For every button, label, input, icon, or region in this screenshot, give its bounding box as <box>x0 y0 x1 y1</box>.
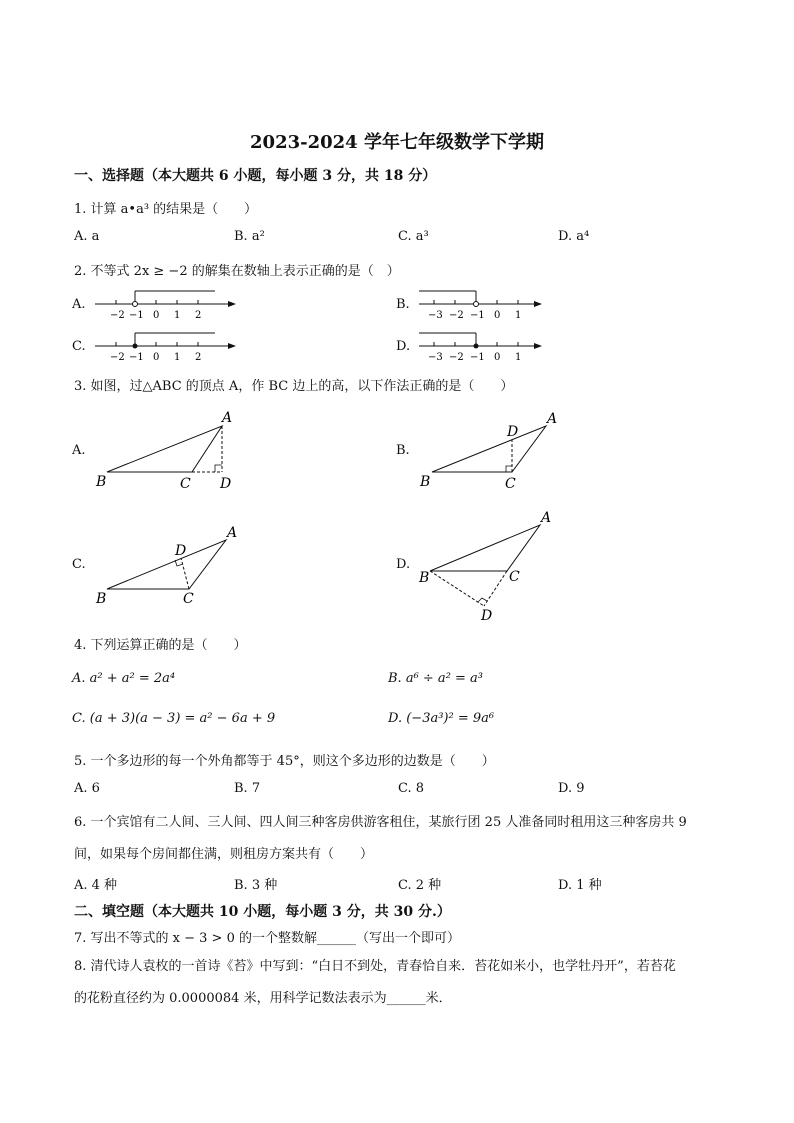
q2-option-a-label: A. <box>72 297 86 312</box>
q3-figure-c <box>95 525 237 607</box>
section-heading-choice: 一、选择题（本大题共 6 小题，每小题 3 分，共 18 分） <box>74 168 437 184</box>
tick: 2 <box>195 310 202 321</box>
q2-option-c-label: C. <box>72 339 86 354</box>
point-label: A <box>541 510 552 526</box>
point-label: C <box>180 476 191 492</box>
tick: −3 <box>428 310 443 321</box>
question-7: 7. 写出不等式的 x − 3 > 0 的一个整数解______（写出一个即可） <box>74 931 460 946</box>
tick: 1 <box>174 310 181 321</box>
question-2: 2. 不等式 2x ≥ −2 的解集在数轴上表示正确的是（ ） <box>74 264 400 279</box>
q1-option-d: D. a⁴ <box>558 229 590 244</box>
question-1: 1. 计算 a•a³ 的结果是（ ） <box>74 202 258 217</box>
tick: −1 <box>470 352 485 363</box>
question-5: 5. 一个多边形的每一个外角都等于 45°，则这个多边形的边数是（ ） <box>74 754 495 769</box>
q3-option-a-label: A. <box>72 443 86 458</box>
question-6-line2: 间，如果每个房间都住满，则租房方案共有（ ） <box>74 847 374 862</box>
q3-option-b-label: B. <box>396 443 410 458</box>
point-label: D <box>507 424 519 440</box>
point-label: B <box>419 570 430 586</box>
q2-option-d-label: D. <box>396 339 411 354</box>
question-3: 3. 如图，过△ABC 的顶点 A，作 BC 边上的高，以下作法正确的是（ ） <box>74 379 514 394</box>
tick: −2 <box>449 352 464 363</box>
q1-option-b: B. a² <box>234 229 265 244</box>
tick: −1 <box>129 352 144 363</box>
tick: 0 <box>494 352 501 363</box>
point-label: C <box>183 591 194 607</box>
point-label: A <box>547 411 558 427</box>
tick: −1 <box>129 310 144 321</box>
q6-option-c: C. 2 种 <box>398 878 442 893</box>
q5-option-d: D. 9 <box>558 781 585 796</box>
q5-option-a: A. 6 <box>74 781 100 796</box>
point-label: A <box>222 410 233 426</box>
tick: 0 <box>153 352 160 363</box>
q4-option-b: B. a⁶ ÷ a² = a³ <box>388 671 484 686</box>
q3-figure-d <box>418 510 551 624</box>
q5-option-b: B. 7 <box>234 781 261 796</box>
tick: −3 <box>428 352 443 363</box>
q3-figure-b <box>419 411 557 492</box>
q6-option-d: D. 1 种 <box>558 878 602 893</box>
point-label: D <box>481 608 493 624</box>
question-6-line1: 6. 一个宾馆有二人间、三人间、四人间三种客房供游客租住，某旅行团 25 人准备同时租用这三种客房共 9 <box>74 815 687 830</box>
tick: 1 <box>174 352 181 363</box>
point-label: B <box>96 591 107 607</box>
point-label: B <box>96 474 107 490</box>
q5-option-c: C. 8 <box>398 781 425 796</box>
q2-option-b-label: B. <box>396 297 410 312</box>
q6-option-b: B. 3 种 <box>234 878 278 893</box>
question-8-line1: 8. 清代诗人袁枚的一首诗《苔》中写到：“白日不到处，青春恰自来．苔花如米小，也学牡丹开”，若苔花 <box>74 959 676 974</box>
question-4: 4. 下列运算正确的是（ ） <box>74 638 247 653</box>
tick: −2 <box>110 352 125 363</box>
q4-option-a: A. a² + a² = 2a⁴ <box>72 671 176 686</box>
point-label: A <box>227 525 238 541</box>
question-8-line2: 的花粉直径约为 0.0000084 米，用科学记数法表示为______米． <box>74 991 452 1006</box>
q6-option-a: A. 4 种 <box>74 878 118 893</box>
tick: 0 <box>494 310 501 321</box>
tick: −1 <box>470 310 485 321</box>
tick: 1 <box>515 310 522 321</box>
q1-option-c: C. a³ <box>398 229 429 244</box>
page-title: 2023-2024 学年七年级数学下学期 <box>250 132 544 153</box>
q4-option-c: C. (a + 3)(a − 3) = a² − 6a + 9 <box>72 711 276 726</box>
tick: −2 <box>449 310 464 321</box>
q3-option-d-label: D. <box>396 557 411 572</box>
q4-option-d: D. (−3a³)² = 9a⁶ <box>388 711 495 726</box>
point-label: D <box>175 543 187 559</box>
point-label: C <box>505 476 516 492</box>
q3-figure-a <box>95 410 232 492</box>
point-label: C <box>509 569 520 585</box>
point-label: B <box>420 474 431 490</box>
section-heading-fill: 二、填空题（本大题共 10 小题，每小题 3 分，共 30 分.） <box>74 904 451 920</box>
tick: 0 <box>153 310 160 321</box>
tick: 1 <box>515 352 522 363</box>
point-label: D <box>220 476 232 492</box>
q1-option-a: A. a <box>74 229 100 244</box>
tick: 2 <box>195 352 202 363</box>
q3-option-c-label: C. <box>72 557 86 572</box>
tick: −2 <box>110 310 125 321</box>
